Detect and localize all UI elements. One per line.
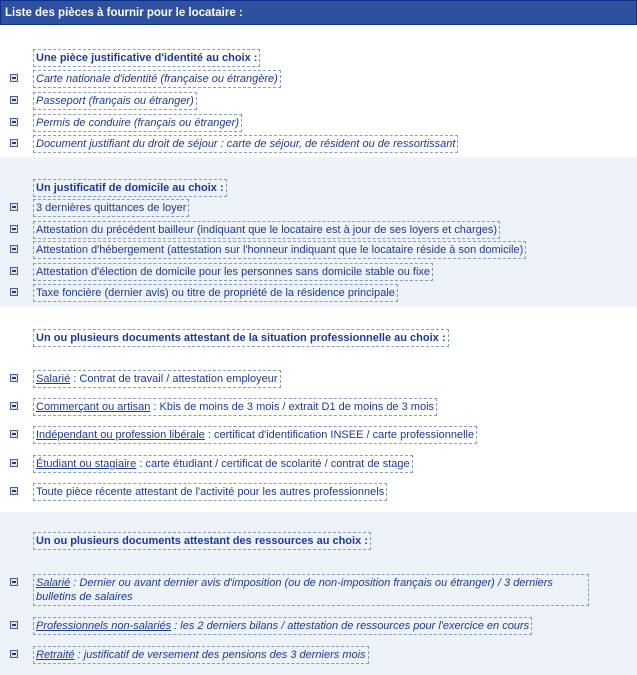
- item-lead: Commerçant ou artisan: [36, 401, 151, 413]
- item-rest: : carte étudiant / certificat de scolarité / contrat de stage: [136, 458, 410, 470]
- checkbox-icon: [10, 74, 18, 82]
- checkbox-icon: [10, 288, 18, 296]
- item-text: Document justifiant du droit de séjour : carte de séjour, de résident ou de ressortissant: [33, 135, 458, 153]
- item-rest: : les 2 derniers bilans / attestation de ressources pour l'exercice en cours: [171, 620, 530, 632]
- header-title: Liste des pièces à fournir pour le locataire :: [0, 0, 637, 25]
- item-lead: Salarié: [36, 577, 71, 589]
- item-text: 3 dernières quittances de loyer: [33, 199, 189, 217]
- checkbox-icon: [10, 621, 18, 629]
- item-lead: Retraité: [36, 649, 75, 661]
- checkbox-icon: [10, 430, 18, 438]
- checkbox-icon: [10, 139, 18, 147]
- checkbox-icon: [10, 650, 18, 658]
- checkbox-icon: [10, 203, 18, 211]
- checkbox-icon: [10, 245, 18, 253]
- checkbox-icon: [10, 487, 18, 495]
- checkbox-icon: [10, 402, 18, 410]
- item-rest: : Dernier ou avant dernier avis d'imposition (ou de non-imposition français ou étranger) / 3 derniers bulletins de salaires: [36, 577, 553, 603]
- item-rest: Toute pièce récente attestant de l'activité pour les autres professionnels: [36, 486, 385, 498]
- item-text: Passeport (français ou étranger): [33, 92, 197, 110]
- item-text: Permis de conduire (français ou étranger): [33, 114, 242, 132]
- checkbox-icon: [10, 374, 18, 382]
- checkbox-icon: [10, 118, 18, 126]
- item-rest: : Kbis de moins de 3 mois / extrait D1 de moins de 3 mois: [150, 401, 435, 413]
- section-title-professional: Un ou plusieurs documents attestant de la situation professionnelle au choix :: [33, 329, 449, 347]
- item-text: [33, 483, 387, 501]
- item-rest: : certificat d'identification INSEE / carte professionnelle: [204, 429, 475, 441]
- item-text: [33, 370, 281, 388]
- item-text: [33, 455, 413, 473]
- section-title-identity: Une pièce justificative d'identité au choix :: [33, 49, 260, 67]
- item-text: Attestation d'hébergement (attestation sur l'honneur indiquant que le locataire réside à son domicile): [33, 241, 526, 259]
- item-rest: : justificatif de versement des pensions des 3 derniers mois: [74, 649, 366, 661]
- section-title-resources: Un ou plusieurs documents attestant des ressources au choix :: [33, 532, 371, 550]
- item-text: Taxe foncière (dernier avis) ou titre de propriété de la résidence principale: [33, 284, 398, 302]
- item-text: [33, 617, 532, 635]
- item-text: Carte nationale d'identité (française ou étrangère): [33, 70, 281, 88]
- checkbox-icon: [10, 96, 18, 104]
- item-text: [33, 574, 589, 606]
- item-text: [33, 426, 477, 444]
- item-text: [33, 646, 369, 664]
- item-lead: Professionnels non-salariés: [36, 620, 172, 632]
- checkbox-icon: [10, 459, 18, 467]
- checkbox-icon: [10, 578, 18, 586]
- checkbox-icon: [10, 225, 18, 233]
- item-text: [33, 398, 437, 416]
- item-rest: : Contrat de travail / attestation employeur: [70, 373, 278, 385]
- item-lead: Salarié: [36, 373, 71, 385]
- item-text: Attestation d'élection de domicile pour les personnes sans domicile stable ou fixe: [33, 263, 433, 281]
- checkbox-icon: [10, 267, 18, 275]
- section-title-residence: Un justificatif de domicile au choix :: [33, 179, 227, 197]
- item-lead: Indépendant ou profession libérale: [36, 429, 205, 441]
- item-text: Attestation du précédent bailleur (indiquant que le locataire est à jour de ses loyers et charges): [33, 221, 500, 239]
- item-lead: Étudiant ou stagiaire: [36, 458, 137, 470]
